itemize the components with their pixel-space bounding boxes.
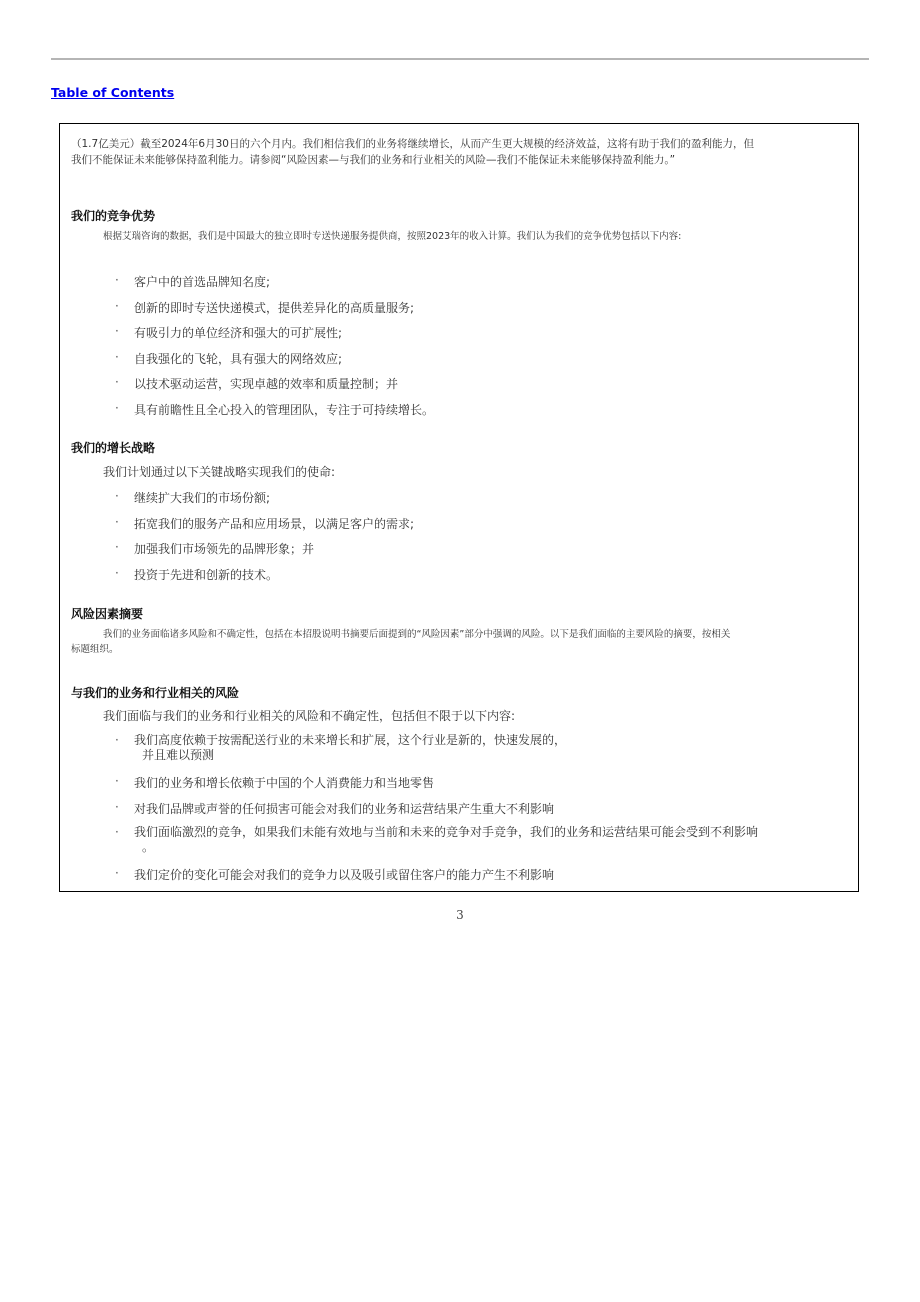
bullet-icon: · [115,733,119,747]
list-item-continuation: 。 [142,840,155,854]
competitive-strengths-intro: 根据艾瑞咨询的数据，我们是中国最大的独立即时专送快递服务提供商，按照2023年的收入计算。我们认为我们的竞争优势包括以下内容: [103,231,682,242]
list-item [60,540,414,566]
list-item-text: 投资于先进和创新的技术。 [134,567,279,582]
bullet-icon: · [115,400,119,415]
risk-summary-line-2: 标题组织。 [71,644,119,655]
list-item-text: 具有前瞻性且全心投入的管理团队，专注于可持续增长。 [134,402,435,417]
list-item-text: 我们的业务和增长依赖于中国的个人消费能力和当地零售 [134,776,435,790]
list-item-continuation: 并且难以预测 [142,748,215,762]
list-item [60,273,434,299]
list-item-text: 加强我们市场领先的品牌形象；并 [134,542,315,556]
risk-summary-heading: 风险因素摘要 [71,607,144,621]
list-item [60,566,414,592]
bullet-icon: · [115,273,119,287]
bullet-icon: · [115,866,119,880]
intro-line-2: 我们不能保证未来能够保持盈利能力。请参阅“风险因素—与我们的业务和行业相关的风险—我们不能保证未来能够保持盈利能力。” [71,154,676,166]
list-item [60,866,758,886]
growth-strategies-heading: 我们的增长战略 [71,441,156,455]
list-item-text: 创新的即时专送快递模式，提供差异化的高质量服务; [134,300,415,315]
bullet-icon: · [115,298,119,313]
list-item [60,733,758,774]
list-item-text: 自我强化的飞轮，具有强大的网络效应; [134,351,343,366]
table-of-contents-link[interactable]: Table of Contents [51,85,175,100]
bullet-icon: · [115,565,119,580]
list-item [60,350,434,376]
list-item [60,774,758,800]
list-item-text: 拓宽我们的服务产品和应用场景，以满足客户的需求; [134,516,415,531]
list-item-text: 我们面临激烈的竞争，如果我们未能有效地与当前和未来的竞争对手竞争，我们的业务和运营结果可能会受到不利影响 [134,825,759,839]
bullet-icon: · [115,774,119,788]
list-item [60,515,414,541]
bullet-icon: · [115,799,119,814]
list-item [60,375,434,401]
growth-strategies-list [60,489,414,591]
bullet-icon: · [115,825,119,839]
list-item [60,401,434,427]
bullet-icon: · [115,375,119,389]
growth-strategies-intro: 我们计划通过以下关键战略实现我们的使命: [103,465,336,479]
intro-paragraph [71,136,754,168]
list-item-text: 客户中的首选品牌知名度; [134,275,271,289]
business-risks-intro: 我们面临与我们的业务和行业相关的风险和不确定性，包括但不限于以下内容: [103,709,516,723]
competitive-strengths-heading: 我们的竞争优势 [71,209,156,223]
list-item-text: 继续扩大我们的市场份额; [134,491,271,505]
page-number: 3 [456,908,464,922]
list-item [60,324,434,350]
list-item-text: 我们高度依赖于按需配送行业的未来增长和扩展，这个行业是新的，快速发展的， [134,733,567,747]
bullet-icon: · [115,514,119,529]
risk-summary-line-1: 我们的业务面临诸多风险和不确定性，包括在本招股说明书摘要后面提到的“风险因素”部分中强调的风险。以下是我们面临的主要风险的摘要，按相关 [103,629,731,640]
list-item [60,489,414,515]
intro-line-1: （1.7亿美元）截至2024年6月30日的六个月内。我们相信我们的业务将继续增长，从而产生更大规模的经济效益，这将有助于我们的盈利能力，但 [71,138,754,150]
business-risks-list [60,733,758,886]
list-item-text: 有吸引力的单位经济和强大的可扩展性; [134,326,343,340]
bullet-icon: · [115,540,119,554]
list-item-text: 以技术驱动运营，实现卓越的效率和质量控制；并 [134,377,399,391]
bullet-icon: · [115,489,119,503]
bullet-icon: · [115,349,119,364]
risk-summary-paragraph [71,627,730,657]
top-divider [51,58,869,60]
bullet-icon: · [115,324,119,338]
content-box [59,123,859,892]
list-item-text: 我们定价的变化可能会对我们的竞争力以及吸引或留住客户的能力产生不利影响 [134,868,555,882]
list-item [60,800,758,826]
list-item-text: 对我们品牌或声誉的任何损害可能会对我们的业务和运营结果产生重大不利影响 [134,801,555,816]
competitive-strengths-list [60,273,434,426]
list-item [60,299,434,325]
list-item [60,825,758,866]
business-risks-heading: 与我们的业务和行业相关的风险 [71,686,240,700]
